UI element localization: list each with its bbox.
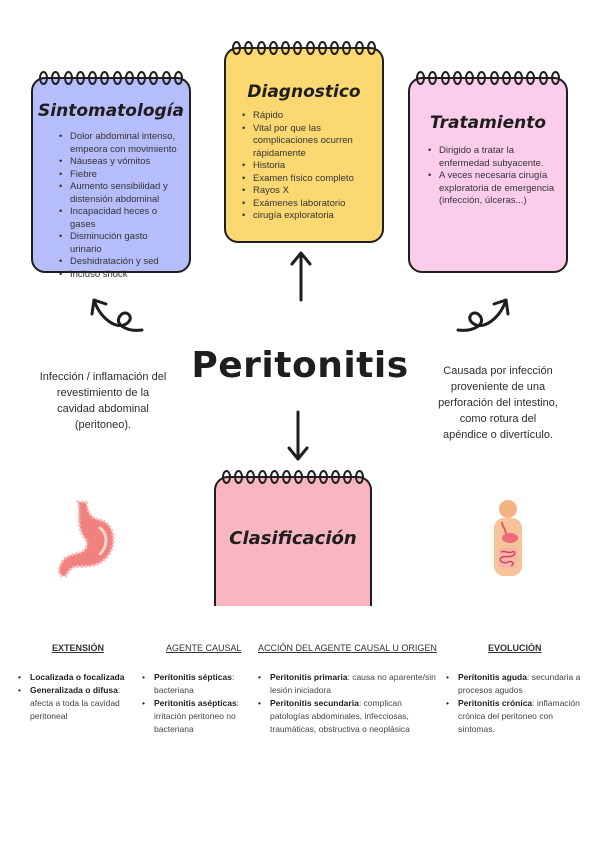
list-item: • Fiebre bbox=[59, 169, 181, 182]
extension-heading: EXTENSIÓN bbox=[52, 643, 105, 653]
diagnostico-list bbox=[242, 110, 372, 223]
list-item: • Aumento sensibilidad y distensión abdominal bbox=[59, 181, 181, 206]
evolucion-column bbox=[446, 643, 588, 736]
list-item: • Vital por que las complicaciones ocurren rápidamente bbox=[242, 123, 372, 161]
stomach-icon bbox=[56, 498, 122, 578]
sintomatologia-card bbox=[31, 77, 191, 280]
definition-text: Infección / inflamación del revestimiento de la cavidad abdominal (peritoneo). bbox=[39, 371, 167, 431]
page-title: Peritonitis bbox=[191, 345, 409, 386]
list-item: • Rápido bbox=[242, 110, 372, 123]
accion-agente-heading: ACCIÓN DEL AGENTE CAUSAL U ORIGEN bbox=[258, 643, 437, 653]
list-item: • Rayos X bbox=[242, 185, 372, 198]
list-item: • Historia bbox=[242, 160, 372, 173]
agente-causal-column bbox=[142, 643, 254, 736]
list-item: • Peritonitis primaria: causa no aparente/sin lesión iniciadora bbox=[258, 671, 438, 697]
diagnostico-heading: Diagnostico bbox=[247, 82, 361, 102]
cause-text: Causada por infección proveniente de una perforación del intestino, como rotura del apéndice o divertículo. bbox=[438, 365, 558, 441]
clasificacion-heading: Clasificación bbox=[229, 528, 357, 549]
list-item: • Incapacidad heces o gases bbox=[59, 206, 181, 231]
list-item: • Incluso shock bbox=[59, 269, 181, 282]
tratamiento-card bbox=[408, 77, 568, 273]
list-item: • A veces necesaria cirugía exploratoria de emergencia (infección, úlceras...) bbox=[428, 170, 556, 208]
clasificacion-card bbox=[214, 476, 372, 606]
list-item: • Peritonitis asépticas: irritación peritoneo no bacteriana bbox=[142, 697, 254, 736]
list-item: • Dirigido a tratar la enfermedad subyacente. bbox=[428, 145, 556, 170]
agente-causal-heading: AGENTE CAUSAL bbox=[166, 643, 242, 653]
list-item: • Náuseas y vómitos bbox=[59, 156, 181, 169]
list-item: • Generalizada o difusa: afecta a toda la cavidad peritoneal bbox=[18, 684, 138, 723]
arrow-up-icon bbox=[290, 250, 312, 302]
diagnostico-card bbox=[224, 47, 384, 243]
list-item: • Peritonitis crónica: inflamación crónica del peritoneo con síntomas. bbox=[446, 697, 588, 736]
spiral-binding bbox=[222, 470, 364, 484]
tratamiento-list bbox=[428, 145, 556, 208]
list-item: • Disminución gasto urinario bbox=[59, 231, 181, 256]
list-item: • Deshidratación y sed bbox=[59, 256, 181, 269]
list-item: • Peritonitis aguda: secundaria a procesos agudos bbox=[446, 671, 588, 697]
list-item: • cirugía exploratoria bbox=[242, 210, 372, 223]
tratamiento-heading: Tratamiento bbox=[429, 113, 547, 133]
spiral-binding bbox=[232, 41, 376, 55]
spiral-binding bbox=[416, 71, 560, 85]
sintomatologia-heading: Sintomatología bbox=[38, 101, 184, 121]
list-item: • Dolor abdominal intenso, empeora con movimiento bbox=[59, 131, 181, 156]
list-item: • Examen físico completo bbox=[242, 173, 372, 186]
list-item: • Peritonitis secundaria: complican patologías abdominales, infecciosas, traumáticas, obstructiva o neoplásica bbox=[258, 697, 438, 736]
accion-agente-column bbox=[258, 643, 438, 736]
sintomatologia-list bbox=[59, 131, 181, 281]
list-item: • Peritonitis sépticas: bacteriana bbox=[142, 671, 254, 697]
digestive-system-icon bbox=[488, 498, 528, 578]
spiral-binding bbox=[39, 71, 183, 85]
list-item: • Exámenes laboratorio bbox=[242, 198, 372, 211]
arrow-down-icon bbox=[287, 410, 309, 462]
curly-arrow-right-icon bbox=[452, 288, 514, 334]
list-item: • Localizada o focalizada bbox=[18, 671, 138, 684]
evolucion-heading: EVOLUCIÓN bbox=[488, 643, 542, 653]
extension-column bbox=[18, 643, 138, 723]
curly-arrow-left-icon bbox=[86, 288, 148, 334]
